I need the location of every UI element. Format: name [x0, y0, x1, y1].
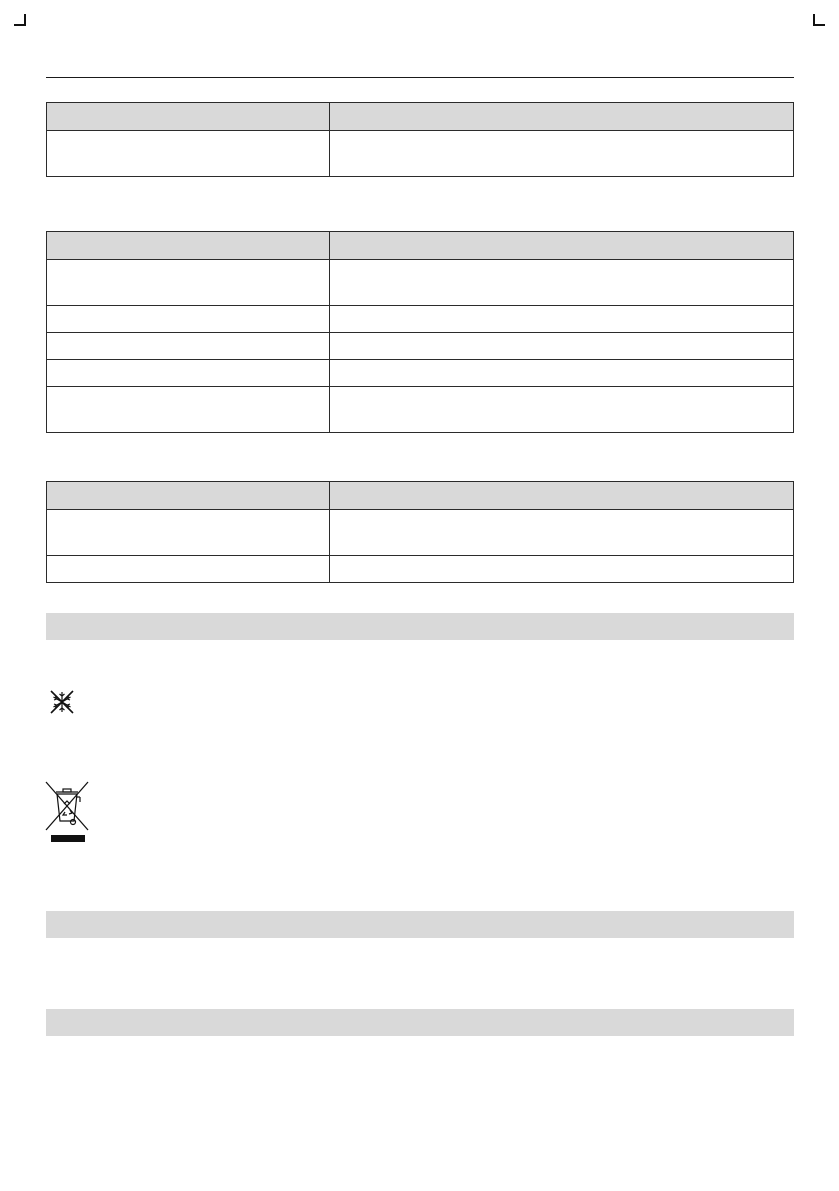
table-row — [47, 510, 794, 556]
table-header-row — [47, 482, 794, 510]
table-cell — [47, 260, 330, 306]
table-row — [47, 360, 794, 387]
table-cell — [330, 510, 794, 556]
table-cell — [47, 360, 330, 387]
table-cell — [330, 131, 794, 177]
table-cell — [47, 131, 330, 177]
spec-table-1 — [46, 102, 794, 177]
table-header-row — [47, 103, 794, 131]
header-rule — [46, 77, 794, 78]
table-cell — [47, 387, 330, 433]
table-cell — [47, 556, 330, 583]
table-cell — [330, 306, 794, 333]
table-header-cell — [330, 103, 794, 131]
table-row — [47, 260, 794, 306]
crop-mark-left — [14, 14, 26, 26]
table-row — [47, 333, 794, 360]
table-header-row — [47, 232, 794, 260]
spec-table-3 — [46, 481, 794, 583]
table-cell — [47, 333, 330, 360]
table-cell — [330, 556, 794, 583]
table-row — [47, 556, 794, 583]
table-cell — [47, 510, 330, 556]
snowflake-crossed-icon — [50, 690, 74, 719]
table-header-cell — [330, 232, 794, 260]
table-cell — [330, 387, 794, 433]
section-heading-bar — [46, 911, 794, 938]
table-header-cell — [47, 482, 330, 510]
table-cell — [330, 260, 794, 306]
table-row — [47, 387, 794, 433]
table-row — [47, 131, 794, 177]
table-header-cell — [330, 482, 794, 510]
crop-mark-right — [813, 14, 825, 26]
table-cell — [330, 333, 794, 360]
table-header-cell — [47, 103, 330, 131]
table-row — [47, 306, 794, 333]
table-cell — [47, 306, 330, 333]
section-heading-bar — [46, 1009, 794, 1036]
table-cell — [330, 360, 794, 387]
crossed-wheelie-bin-icon — [44, 780, 90, 849]
spec-table-2 — [46, 231, 794, 433]
table-header-cell — [47, 232, 330, 260]
section-heading-bar — [46, 613, 794, 640]
